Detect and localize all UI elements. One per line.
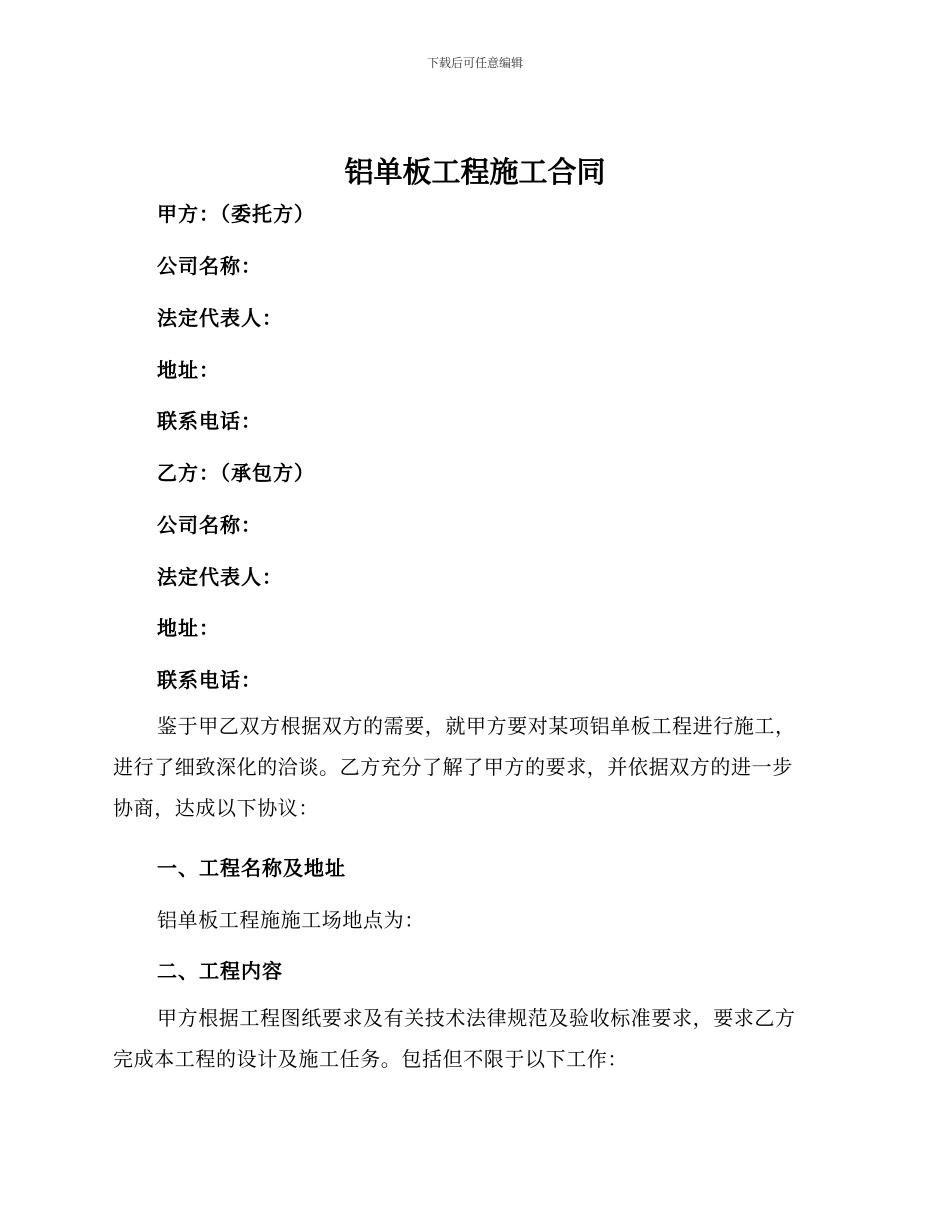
party-b-phone-field: 联系电话： [157,668,262,692]
intro-line: 进行了细致深化的洽谈。乙方充分了解了甲方的要求，并依据双方的进一步 [113,755,793,779]
document-title: 铝单板工程施工合同 [344,155,606,189]
intro-line: 协商，达成以下协议： [113,796,319,820]
party-a-company-field: 公司名称： [157,254,262,278]
party-b-address-field: 地址： [157,616,220,640]
intro-line: 鉴于甲乙双方根据双方的需要，就甲方要对某项铝单板工程进行施工， [157,714,796,738]
party-a-phone-field: 联系电话： [157,409,262,433]
intro-paragraph [113,706,837,829]
section-2-line: 完成本工程的设计及施工任务。包括但不限于以下工作： [113,1047,628,1071]
party-a-address-field: 地址： [157,358,220,382]
section-2-heading: 二、工程内容 [157,959,283,983]
page-header-note: 下载后可任意编辑 [426,56,523,70]
party-b-representative-field: 法定代表人： [157,565,283,589]
section-2-paragraph [113,998,837,1080]
section-1-heading: 一、工程名称及地址 [157,856,346,880]
party-b-label: 乙方：（承包方） [157,461,315,485]
section-1-text: 铝单板工程施施工场地点为： [157,908,425,932]
party-a-representative-field: 法定代表人： [157,306,283,330]
party-a-label: 甲方：（委托方） [157,202,315,226]
party-b-company-field: 公司名称： [157,513,262,537]
section-2-line: 甲方根据工程图纸要求及有关技术法律规范及验收标准要求，要求乙方 [157,1006,796,1030]
